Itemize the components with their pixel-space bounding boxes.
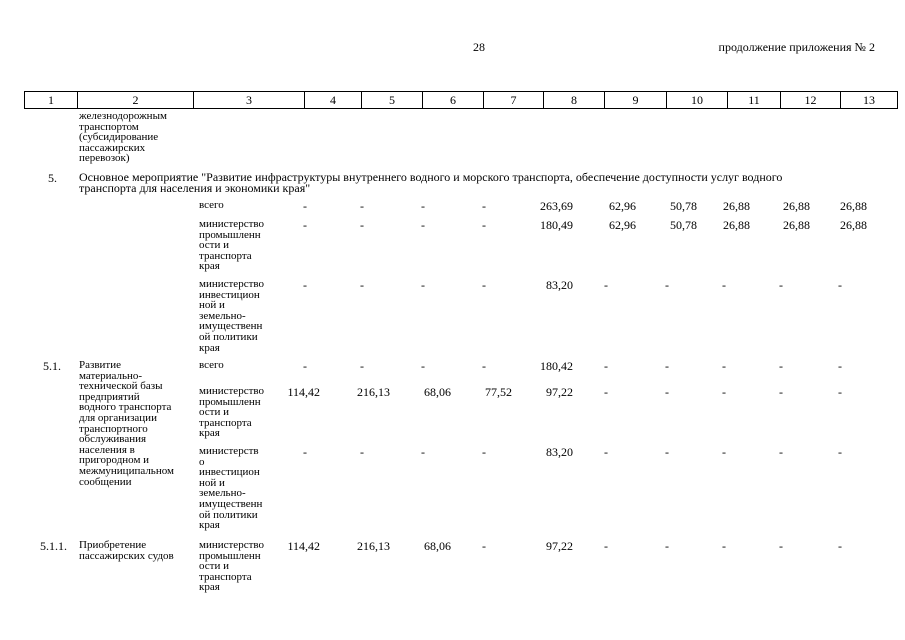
value-cell: - xyxy=(604,445,608,459)
column-header-cell: 1 xyxy=(25,92,78,109)
value-cell: - xyxy=(482,359,486,373)
value-cell: - xyxy=(838,278,842,292)
value-cell: - xyxy=(604,359,608,373)
value-cell: 62,96 xyxy=(609,199,636,213)
value-cell: - xyxy=(604,278,608,292)
value-cell: 114,42 xyxy=(287,385,320,399)
value-cell: 26,88 xyxy=(840,218,867,232)
value-cell: 26,88 xyxy=(840,199,867,213)
value-cell: - xyxy=(360,199,364,213)
value-cell: - xyxy=(303,359,307,373)
value-cell: 83,20 xyxy=(546,278,573,292)
value-cell: - xyxy=(360,445,364,459)
value-cell: - xyxy=(421,445,425,459)
item-number: 5.1.1. xyxy=(40,539,67,553)
item-name: Приобретение пассажирских судов xyxy=(79,539,174,562)
value-cell: - xyxy=(665,359,669,373)
value-cell: - xyxy=(482,218,486,232)
column-header-cell: 9 xyxy=(605,92,667,109)
executor-label: министерство промышленн ости и транспорта края xyxy=(199,539,265,594)
value-cell: - xyxy=(838,385,842,399)
column-header-cell: 11 xyxy=(728,92,781,109)
executor-label: министерство промышленн ости и транспорта края xyxy=(199,385,265,440)
continuation-label: продолжение приложения № 2 xyxy=(718,40,875,54)
value-cell: - xyxy=(604,539,608,553)
value-cell: - xyxy=(482,278,486,292)
executor-label: министерств о инвестицион ной и земельно- имущественн ой политики края xyxy=(199,445,263,532)
value-cell: 77,52 xyxy=(485,385,512,399)
column-header-cell: 5 xyxy=(362,92,423,109)
value-cell: - xyxy=(665,539,669,553)
value-cell: 26,88 xyxy=(783,199,810,213)
value-cell: - xyxy=(482,445,486,459)
value-cell: 26,88 xyxy=(723,199,750,213)
value-cell: - xyxy=(303,218,307,232)
value-cell: - xyxy=(421,199,425,213)
value-cell: 83,20 xyxy=(546,445,573,459)
value-cell: - xyxy=(722,385,726,399)
executor-label: министерство промышленн ости и транспорта края xyxy=(199,218,265,273)
value-cell: - xyxy=(665,278,669,292)
value-cell: - xyxy=(779,539,783,553)
column-header-cell: 8 xyxy=(544,92,605,109)
column-header-cell: 13 xyxy=(841,92,898,109)
value-cell: - xyxy=(779,445,783,459)
value-cell: - xyxy=(665,385,669,399)
value-cell: - xyxy=(421,359,425,373)
value-cell: - xyxy=(665,445,669,459)
column-header-cell: 4 xyxy=(305,92,362,109)
value-cell: - xyxy=(722,539,726,553)
column-header-cell: 2 xyxy=(78,92,194,109)
value-cell: 50,78 xyxy=(670,218,697,232)
value-cell: - xyxy=(421,218,425,232)
value-cell: - xyxy=(838,359,842,373)
value-cell: 216,13 xyxy=(357,539,390,553)
value-cell: - xyxy=(482,199,486,213)
value-cell: 114,42 xyxy=(287,539,320,553)
carryover-item-name: железнодорожным транспортом (субсидирование пассажирских перевозок) xyxy=(79,110,167,165)
value-cell: - xyxy=(360,359,364,373)
event-title: Основное мероприятие "Развитие инфраструктуры внутреннего водного и морского транспорта, обеспечение доступности услуг водного транспорта для населения и экономики края" xyxy=(79,170,783,195)
value-cell: - xyxy=(779,359,783,373)
value-cell: - xyxy=(722,445,726,459)
value-cell: - xyxy=(604,385,608,399)
value-cell: - xyxy=(421,278,425,292)
value-cell: - xyxy=(779,385,783,399)
value-cell: - xyxy=(360,218,364,232)
value-cell: 180,42 xyxy=(540,359,573,373)
item-name: Развитие материально- технической базы предприятий водного транспорта для организации транспортного обслуживания населения в пригородном и межмуниципальном сообщении xyxy=(79,359,174,488)
item-number: 5. xyxy=(48,171,57,185)
value-cell: - xyxy=(360,278,364,292)
executor-label: всего xyxy=(199,199,224,211)
value-cell: 26,88 xyxy=(723,218,750,232)
value-cell: - xyxy=(303,445,307,459)
column-header-cell: 12 xyxy=(781,92,841,109)
value-cell: - xyxy=(722,359,726,373)
value-cell: - xyxy=(482,539,486,553)
executor-label: министерство инвестицион ной и земельно- имущественн ой политики края xyxy=(199,278,265,354)
value-cell: 68,06 xyxy=(424,385,451,399)
executor-label: всего xyxy=(199,359,224,371)
value-cell: 97,22 xyxy=(546,385,573,399)
value-cell: - xyxy=(722,278,726,292)
column-header-cell: 3 xyxy=(194,92,305,109)
value-cell: 62,96 xyxy=(609,218,636,232)
column-header-cell: 6 xyxy=(423,92,484,109)
value-cell: - xyxy=(303,278,307,292)
value-cell: - xyxy=(838,539,842,553)
value-cell: 68,06 xyxy=(424,539,451,553)
item-number: 5.1. xyxy=(43,359,61,373)
value-cell: 50,78 xyxy=(670,199,697,213)
value-cell: - xyxy=(303,199,307,213)
value-cell: 216,13 xyxy=(357,385,390,399)
value-cell: 97,22 xyxy=(546,539,573,553)
value-cell: - xyxy=(779,278,783,292)
value-cell: 26,88 xyxy=(783,218,810,232)
value-cell: - xyxy=(838,445,842,459)
column-header-cell: 7 xyxy=(484,92,544,109)
column-number-header xyxy=(24,91,898,109)
value-cell: 180,49 xyxy=(540,218,573,232)
column-header-cell: 10 xyxy=(667,92,728,109)
value-cell: 263,69 xyxy=(540,199,573,213)
page-number: 28 xyxy=(473,40,485,54)
